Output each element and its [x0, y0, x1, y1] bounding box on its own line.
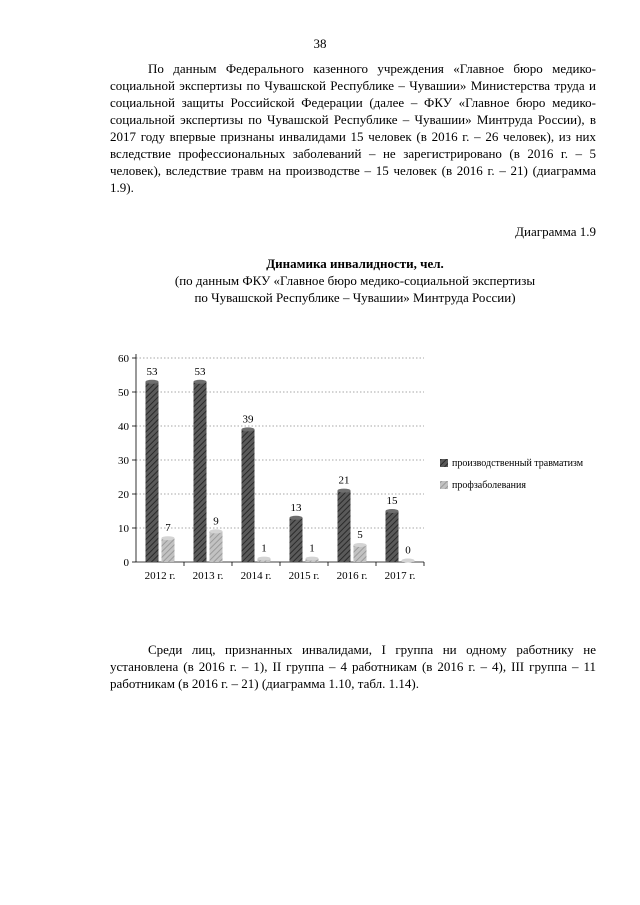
y-tick-label: 0	[123, 557, 129, 569]
bar-disease	[354, 545, 367, 562]
y-tick-label: 50	[118, 387, 129, 399]
bar-cap	[258, 557, 271, 561]
chart-labels	[145, 366, 416, 582]
y-tick-label: 60	[118, 353, 129, 365]
data-label: 7	[165, 522, 171, 535]
data-label: 1	[261, 542, 267, 555]
y-tick-label: 20	[118, 489, 129, 501]
data-label: 53	[194, 365, 206, 378]
data-label: 1	[309, 542, 315, 555]
bar-cap	[162, 536, 175, 540]
bar-cap	[210, 529, 223, 533]
bar-injury	[290, 518, 303, 562]
bar-cap	[306, 557, 319, 561]
bar-cap	[242, 427, 255, 431]
data-label: 53	[146, 365, 158, 378]
bar-injury	[242, 429, 255, 562]
x-tick-label: 2016 г.	[336, 570, 368, 582]
bar-injury	[146, 382, 159, 562]
chart-bars	[146, 380, 415, 563]
chart-grid	[136, 358, 424, 528]
chart-subtitle-line1: (по данным ФКУ «Главное бюро медико-социальной экспертизы	[174, 273, 536, 288]
x-tick-label: 2014 г.	[240, 570, 272, 582]
x-tick-label: 2013 г.	[192, 570, 224, 582]
bar-cap	[386, 509, 399, 513]
paragraph-groups: Среди лиц, признанных инвалидами, I группа ни одному работнику не установлена (в 2016 г. – 1), II группа – 4 работникам (в 2016 г. – 4), III группа – 11 работникам (в 2016 г. – 21) (диаграмма 1.10, табл. 1.14).	[110, 642, 596, 691]
legend-swatch	[440, 459, 448, 467]
x-tick-label: 2015 г.	[288, 570, 320, 582]
bar-cap	[290, 516, 303, 520]
bar-cap	[146, 380, 159, 384]
chart-subtitle-line2: по Чувашской Республике – Чувашии» Минтруда России)	[194, 290, 516, 305]
diagram-label: Диаграмма 1.9	[515, 224, 596, 239]
bar-injury	[194, 382, 207, 562]
y-tick-label: 40	[118, 421, 129, 433]
paragraph-intro: По данным Федерального казенного учреждения «Главное бюро медико-социальной экспертизы по Чувашской Республике – Чувашии» Министерства труда и социальной защиты Российской Федерации (далее – ФКУ «Главное бюро медико-социальной экспертизы по Чувашской Республике – Чувашии» Минтруда России), в 2017 году впервые признаны инвалидами 15 человек (в 2016 г. – 26 человек), из них вследствие профессиональных заболеваний – не зарегистрировано (в 2016 г. – 5 человек), вследствие травм на производстве – 15 человек (в 2016 г. – 21) (диаграмма 1.9).	[110, 61, 596, 195]
x-tick-label: 2012 г.	[144, 570, 176, 582]
data-label: 5	[357, 529, 363, 541]
data-label: 15	[386, 495, 398, 507]
chart-title: Динамика инвалидности, чел.	[266, 256, 444, 271]
bar-cap	[194, 380, 207, 384]
bar-cap	[354, 543, 367, 547]
x-tick-label: 2017 г.	[384, 570, 416, 582]
data-label: 9	[213, 515, 219, 528]
legend-swatch	[440, 481, 448, 489]
data-label: 0	[405, 544, 411, 557]
y-tick-label: 10	[118, 523, 129, 535]
chart-axes	[118, 353, 424, 569]
legend-label: производственный травматизм	[452, 458, 584, 469]
legend-label: профзаболевания	[452, 480, 526, 491]
chart-legend	[440, 458, 584, 491]
data-label: 21	[338, 474, 350, 487]
y-tick-label: 30	[118, 455, 129, 467]
data-label: 39	[242, 413, 254, 426]
bar-injury	[386, 511, 399, 562]
bar-cap	[402, 559, 415, 563]
bar-cap	[338, 489, 351, 493]
data-label: 13	[290, 501, 302, 514]
bar-disease	[162, 538, 175, 562]
bar-disease	[210, 531, 223, 562]
page-number: 38	[313, 36, 327, 51]
bar-injury	[338, 491, 351, 562]
